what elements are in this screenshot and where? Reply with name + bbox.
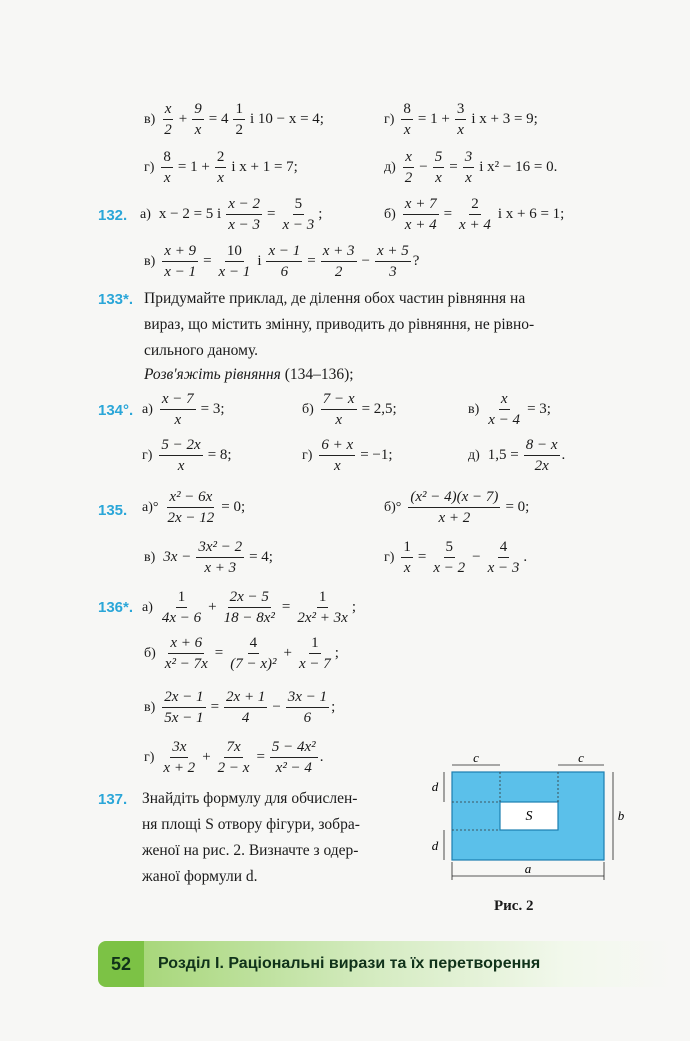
fraction: $\frac{9}{x}$: [194, 101, 202, 138]
ex134-a: а) $\frac{x - 7}{x}$ = 3;: [142, 391, 225, 428]
fraction: $\frac{8}{x}$: [163, 149, 171, 186]
ex136-b: б) $\frac{x + 6}{\text{x² − 7x}}$ = $\frac{4}{\text{(7 − x)²}}$ + $\frac{1}{x - 7}$ ;: [144, 635, 339, 672]
label-s: S: [525, 809, 533, 824]
label-d-bottom: d: [431, 838, 439, 853]
ex131-g2: г) $\frac{8}{x}$ = 1 + $\frac{2}{x}$ і x + 1 = 7;: [144, 149, 298, 186]
fraction: $\frac{2}{x + 4}$: [459, 196, 491, 233]
fraction: $\frac{x}{2}$: [164, 101, 172, 138]
fraction: $\frac{\text{5 − 4x²}}{\text{x² − 4}}$: [271, 739, 316, 776]
ex134-g: г) $\frac{5 - 2x}{x}$ = 8;: [142, 437, 232, 474]
ex133-text: Придумайте приклад, де ділення обох частин рівняння на вираз, що містить змінну, приводить до рівняння, не рівно- сильного даному.: [144, 290, 535, 359]
figure-rect-with-hole: [420, 752, 640, 892]
ex132-v: в) $\frac{x + 9}{x - 1}$ = $\frac{10}{x - 1}$ і $\frac{x - 1}{6}$ = $\frac{x + 3}{2}$ − $\frac{x + 5}{3}$ ?: [144, 243, 420, 280]
fraction: $\frac{x}{x - 4}$: [488, 391, 521, 428]
fraction: $\frac{1}{x - 7}$: [298, 635, 331, 672]
fraction: $\frac{5}{x - 2}$: [433, 539, 466, 576]
fraction: $\frac{7x}{2 - x}$: [217, 739, 250, 776]
fraction: $\frac{2x + 1}{4}$: [226, 689, 266, 726]
fraction: $\frac{5}{x}$: [434, 149, 443, 186]
fraction: $\frac{7 - x}{x}$: [322, 391, 355, 428]
ex132-b: б) $\frac{x + 7}{x + 4}$ = $\frac{2}{x + 4}$ і x + 6 = 1;: [384, 196, 565, 233]
fraction: $\frac{\text{3x² − 2}}{x + 3}$: [198, 539, 243, 576]
label-d-top: d: [431, 779, 439, 794]
ex135-v: в) 3x − $\frac{\text{3x² − 2}}{x + 3}$ = 4;: [144, 539, 273, 576]
label-b: b: [617, 808, 625, 823]
fraction: $\frac{x}{2}$: [404, 149, 413, 186]
fraction: $\frac{x - 2}{x - 3}$: [228, 196, 261, 233]
fraction: $\frac{x + 9}{x - 1}$: [164, 243, 197, 280]
fraction: $\frac{\text{x² − 6x}}{2x - 12}$: [167, 489, 215, 526]
problem-number: 134°.: [98, 402, 134, 419]
fraction: $\frac{x + 5}{3}$: [376, 243, 409, 280]
problem-number: 133*.: [98, 291, 134, 308]
ex131-g1: г) $\frac{8}{x}$ = 1 + $\frac{3}{x}$ і x + 3 = 9;: [384, 101, 538, 138]
figure-caption: Рис. 2: [494, 898, 534, 914]
problem-number: 135.: [98, 502, 128, 519]
ex135-g: г) $\frac{1}{x}$ = $\frac{5}{x - 2}$ − $\frac{4}{x - 3}$ .: [384, 539, 528, 576]
ex135-b: б)° $\frac{\text{(x² − 4)(x − 7)}}{x + 2}$ = 0;: [384, 489, 530, 526]
fraction: $\frac{2x - 5}{\text{18 − 8x²}}$: [223, 589, 275, 626]
fraction: $\frac{5 - 2x}{x}$: [161, 437, 201, 474]
fraction: $\frac{1}{x}$: [403, 539, 411, 576]
ex135-a: а)° $\frac{\text{x² − 6x}}{2x - 12}$ = 0;: [142, 489, 246, 526]
fraction: $\frac{1}{4x - 6}$: [161, 589, 202, 626]
fraction: $\frac{x + 3}{2}$: [322, 243, 355, 280]
fraction: $\frac{3x - 1}{6}$: [287, 689, 328, 726]
problem-number: 136*.: [98, 599, 134, 616]
label-c-left: c: [473, 752, 479, 765]
fraction: $\frac{4}{x - 3}$: [487, 539, 520, 576]
fraction: $\frac{5}{x - 3}$: [282, 196, 315, 233]
ex131-d: д) $\frac{x}{2}$ − $\frac{5}{x}$ = $\frac{3}{x}$ і x² − 16 = 0.: [384, 149, 558, 186]
fraction: $\frac{x + 6}{\text{x² − 7x}}$: [164, 635, 208, 672]
fraction: $\frac{10}{x - 1}$: [218, 243, 251, 280]
ex134-v: в) $\frac{x}{x - 4}$ = 3;: [468, 391, 551, 428]
fraction: $\frac{x + 7}{x + 4}$: [404, 196, 437, 233]
problem-number: 132.: [98, 207, 128, 224]
fraction: $\frac{1}{\text{2x² + 3x}}$: [297, 589, 348, 626]
fraction: $\frac{3}{x}$: [464, 149, 473, 186]
ex136-g: г) $\frac{3x}{x + 2}$ + $\frac{7x}{2 - x}$ = $\frac{\text{5 − 4x²}}{\text{x² − 4}}$ .: [144, 739, 324, 776]
fraction: $\frac{x - 1}{6}$: [268, 243, 301, 280]
fraction: $\frac{\text{(x² − 4)(x − 7)}}{x + 2}$: [410, 489, 499, 526]
fraction: $\frac{2}{x}$: [216, 149, 225, 186]
fraction: $\frac{8 - x}{2x}$: [525, 437, 558, 474]
label-a: a: [524, 861, 532, 876]
fraction: $\frac{2x - 1}{5x - 1}$: [164, 689, 204, 726]
label-c-right: c: [578, 752, 584, 765]
fraction: $\frac{x - 7}{x}$: [161, 391, 194, 428]
page-footer: [98, 941, 658, 987]
fraction: $\frac{4}{\text{(7 − x)²}}$: [230, 635, 277, 672]
chapter-title: Розділ І. Раціональні вирази та їх перетворення: [144, 941, 672, 987]
ex136-a: а) $\frac{1}{4x - 6}$ + $\frac{2x - 5}{\text{18 − 8x²}}$ = $\frac{1}{\text{2x² + 3x}}$ ;: [142, 589, 356, 626]
ex134-d: д) 1,5 = $\frac{8 - x}{2x}$ .: [468, 437, 566, 474]
fraction: $\frac{1}{2}$: [235, 101, 243, 138]
fraction: $\frac{3x}{x + 2}$: [163, 739, 196, 776]
instruction: Розв'яжіть рівняння (134–136);: [144, 366, 354, 383]
ex136-v: в) $\frac{2x - 1}{5x - 1}$ = $\frac{2x + 1}{4}$ − $\frac{3x - 1}{6}$ ;: [144, 689, 336, 726]
ex132-a: а) x − 2 = 5 і $\frac{x - 2}{x - 3}$ = $\frac{5}{x - 3}$ ;: [140, 196, 323, 233]
fraction: $\frac{6 + x}{x}$: [321, 437, 354, 474]
fraction: $\frac{8}{x}$: [403, 101, 411, 138]
problem-number: 137.: [98, 791, 128, 808]
ex134-b: б) $\frac{7 - x}{x}$ = 2,5;: [302, 391, 397, 428]
fraction: $\frac{3}{x}$: [456, 101, 465, 138]
page-number: 52: [98, 941, 144, 987]
ex131-v: в) $\frac{x}{2}$ + $\frac{9}{x}$ = 4 $\frac{1}{2}$ і 10 − x = 4;: [144, 101, 324, 138]
ex137-text: Знайдіть формулу для обчислен- ня площі S отвору фігури, зобра- женої на рис. 2. Визначте з одер- жаної формули d.: [142, 790, 360, 885]
ex134-gg: г) $\frac{6 + x}{x}$ = −1;: [302, 437, 393, 474]
